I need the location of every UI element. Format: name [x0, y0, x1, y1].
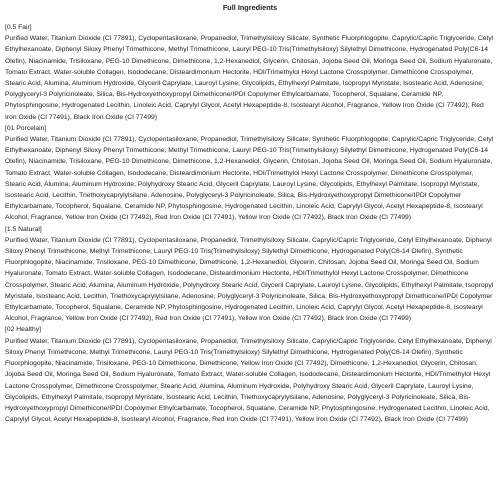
shade-label: [02 Healthy]	[5, 326, 42, 334]
shade-label: [1.5 Natural]	[5, 225, 42, 233]
page-title: Full Ingredients	[222, 3, 278, 12]
ingredient-list: Purified Water, Titanium Dioxide (CI 77891), Cyclopentasiloxane, Propanediol, Trimethylsiloxy Silicate, Caprylic/Capric Triglyceride, Cetyl Ethylhexanoate, Diphenyl Siloxy Phenyl Trimethicone, Methyl Trimethicone, Lauryl PEG-10 Tris(Trimethylsiloxy) Silylethyl Dimethicone, Hydrogenated Poly(C6-14 Olefin), Synthetic Fluorphlogopite, Niacinamide, Trisiloxane, PEG-10 Dimethicone, Dimethicone, 1,2-Hexanediol, Glycerin, Chitosan, Jojoba Seed Oil, Moringa Seed Oil, Sodium Hyaluronate, Tomato Extract, Water-soluble Collagen, Isododecane, Disteardimonium Hectorite, HDI/Trimethylol Hexyl Lactone Crosspolymer, Dimethicone Crosspolymer, Stearic Acid, Alumina, Aluminum Hydroxide, Polyhydroxy Stearic Acid, Glyceril Caprylate, Lauroyl Lysine, Glycolipids, Ethylhexyl Palmitate, Isopropyl Myristate, Isostearic Acid, Lecithin, Triethoxycaprylylsilane, Adenosine, Polyglyceryl-3 Polyricinoleate, Silica, Bis-Hydroxyethoxypropyl Dimethicone/IPDI Copolymer Ethylcarbamate, Tocopherol, Squalane, Ceramide NP, Phytosphingosine, Hydrogenated Lecithin, Linoleic Acid, Caprylyl Glycol, Acetyl Hexapeptide-8, Isostearyl Alcohol, Fragrance, Yellow Iron Oxide (CI 77492), Red Iron Oxide (CI 77491), Yellow Iron Oxide (CI 77492), Black Iron Oxide (CI 77499)	[5, 236, 494, 323]
ingredient-list: Purified Water, Titanium Dioxide (CI 77891), Cyclopentasiloxane, Propanediol, Trimethylsiloxy Silicate, Synthetic Fluorphlogopite, Caprylic/Capric Triglyceride, Cetyl Ethylhexanoate, Diphenyl Siloxy Phenyl Trimethicone, Methyl Trimethicone, Lauryl PEG-10 Tris(Trimethylsiloxy) Silylethyl Dimethicone, Hydrogenated Poly(C6-14 Olefin), Niacinamide, Trisiloxane, PEG-10 Dimethicone, Dimethicone, 1,2-Hexanediol, Glycerin, Chitosan, Jojoba Seed Oil, Moringa Seed Oil, Sodium Hyaluronate, Tomato Extract, Water-soluble Collagen, Isododecane, Disteardimonium Hectorite, HDI/Trimethylol Hexyl Lactone Crosspolymer, Dimethicone Crosspolymer, Stearic Acid, Alumina, Aluminum Hydroxide, Polyhydroxy Stearic Acid, Glyceril Caprylate, Lauroyl Lysine, Glycolipids, Ethylhexyl Palmitate, Isopropyl Myristate, Isostearic Acid, Lecithin, Triethoxycaprylylsilane, Adenosine, Polyglyceryl-3 Polyricinoleate, Silica, Bis-Hydroxyethoxypropyl Dimethicone/IPDI Copolymer Ethylcarbamate, Tocopherol, Squalane, Ceramide NP, Phytosphingosine, Hydrogenated Lecithin, Linoleic Acid, Caprylyl Glycol, Acetyl Hexapeptide-8, Isostearyl Alcohol, Fragrance, Yellow Iron Oxide (CI 77492), Red Iron Oxide (CI 77491), Yellow Iron Oxide (CI 77492), Black Iron Oxide (CI 77499)	[5, 136, 494, 222]
shade-section-natural	[5, 224, 495, 325]
shade-label: [0.5 Fair]	[5, 24, 32, 31]
shade-section-fair	[5, 22, 495, 123]
ingredient-list: Purified Water, Titanium Dioxide (CI 77891), Cyclopentasiloxane, Propanediol, Trimethylsiloxy Silicate, Caprylic/Capric Triglyceride, Cetyl Ethylhexanoate, Diphenyl Siloxy Phenyl Trimethicone, Methyl Trimethicone, Lauryl PEG-10 Tris(Trimethylsiloxy) Silylethyl Dimethicone, Hydrogenated Poly(C6-14 Olefin), Synthetic Fluorphlogopite, Niacinamide, Trisiloxane, PEG-10 Dimethicone, Dimethicone, Yellow Iron Oxide (CI 77492), Dimethicone, 1,2-Hexanediol, Glycerin, Chitosan, Jojoba Seed Oil, Moringa Seed Oil, Sodium Hyaluronate, Tomato Extract, Water-soluble Collagen, Isododecane, Disteardimonium Hectorite, HDI/Trimethylol Hexyl Lactone Crosspolymer, Dimethicone Crosspolymer, Stearic Acid, Alumina, Aluminum Hydroxide, Polyhydroxy Stearic Acid, Glyceril Caprylate, Lauroyl Lysine, Glycolipids, Ethylhexyl Palmitate, Isopropyl Myristate, Isostearic Acid, Lecithin, Triethoxycaprylylsilane, Adenosine, Polyglyceryl-3 Polyricinoleate, Silica, Bis-Hydroxyethoxypropyl Dimethicone/IPDI Copolymer Ethylcarbamate, Tocopherol, Squalane, Ceramide NP, Phytosphingosine, Hydrogenated Lecithin, Linoleic Acid, Caprylyl Glycol, Acetyl Hexapeptide-8, Isostearyl Alcohol, Fragrance, Red Iron Oxide (CI 77491), Yellow Iron Oxide (CI 77492), Black Iron Oxide (CI 77499)	[5, 337, 492, 424]
shade-label: [01 Porcelain]	[5, 124, 47, 132]
ingredient-list: Purified Water, Titanium Dioxide (CI 77891), Cyclopentasiloxane, Propanediol, Trimethylsiloxy Silicate, Synthetic Fluorphlogopite, Caprylic/Capric Triglyceride, Cetyl Ethylhexanoate, Diphenyl Siloxy Phenyl Trimethicone, Methyl Trimethicone, Lauryl PEG-10 Tris(Trimethylsiloxy) Silylethyl Dimethicone, Hydrogenated Poly(C6-14 Olefin), Niacinamide, Trisiloxane, PEG-10 Dimethicone, Dimethicone, 1,2-Hexanediol, Glycerin, Chitosan, Jojoba Seed Oil, Moringa Seed Oil, Sodium Hyaluronate, Tomato Extract, Water-soluble Collagen, Isododecane, Disteardimonium Hectorite, HDI/Trimethylol Hexyl Lactone Crosspolymer, Dimethicone Crosspolymer, Stearic Acid, Alumina, Aluminum Hydroxide, Glyceril Caprylate, Lauroyl Lysine, Glycolipids, Ethylhexyl Palmitate, Isopropyl Myristate, Isostearic Acid, Adenosine, Polyglyceryl-3 Polyricinoleate, Silica, Bis-Hydroxyethoxypropyl Dimethicone/IPDI Copolymer Ethylcarbamate, Tocopherol, Squalane, Ceramide NP, Phytosphingosine, Hydrogenated Lecithin, Linoleic Acid, Caprylyl Glycol, Acetyl Hexapeptide-8, Isostearyl Alcohol, Fragrance, Yellow Iron Oxide (CI 77492), Red Iron Oxide (CI 77491), Black Iron Oxide (CI 77499)	[5, 35, 494, 121]
shade-section-healthy	[5, 324, 495, 425]
shade-section-porcelain	[5, 123, 495, 224]
